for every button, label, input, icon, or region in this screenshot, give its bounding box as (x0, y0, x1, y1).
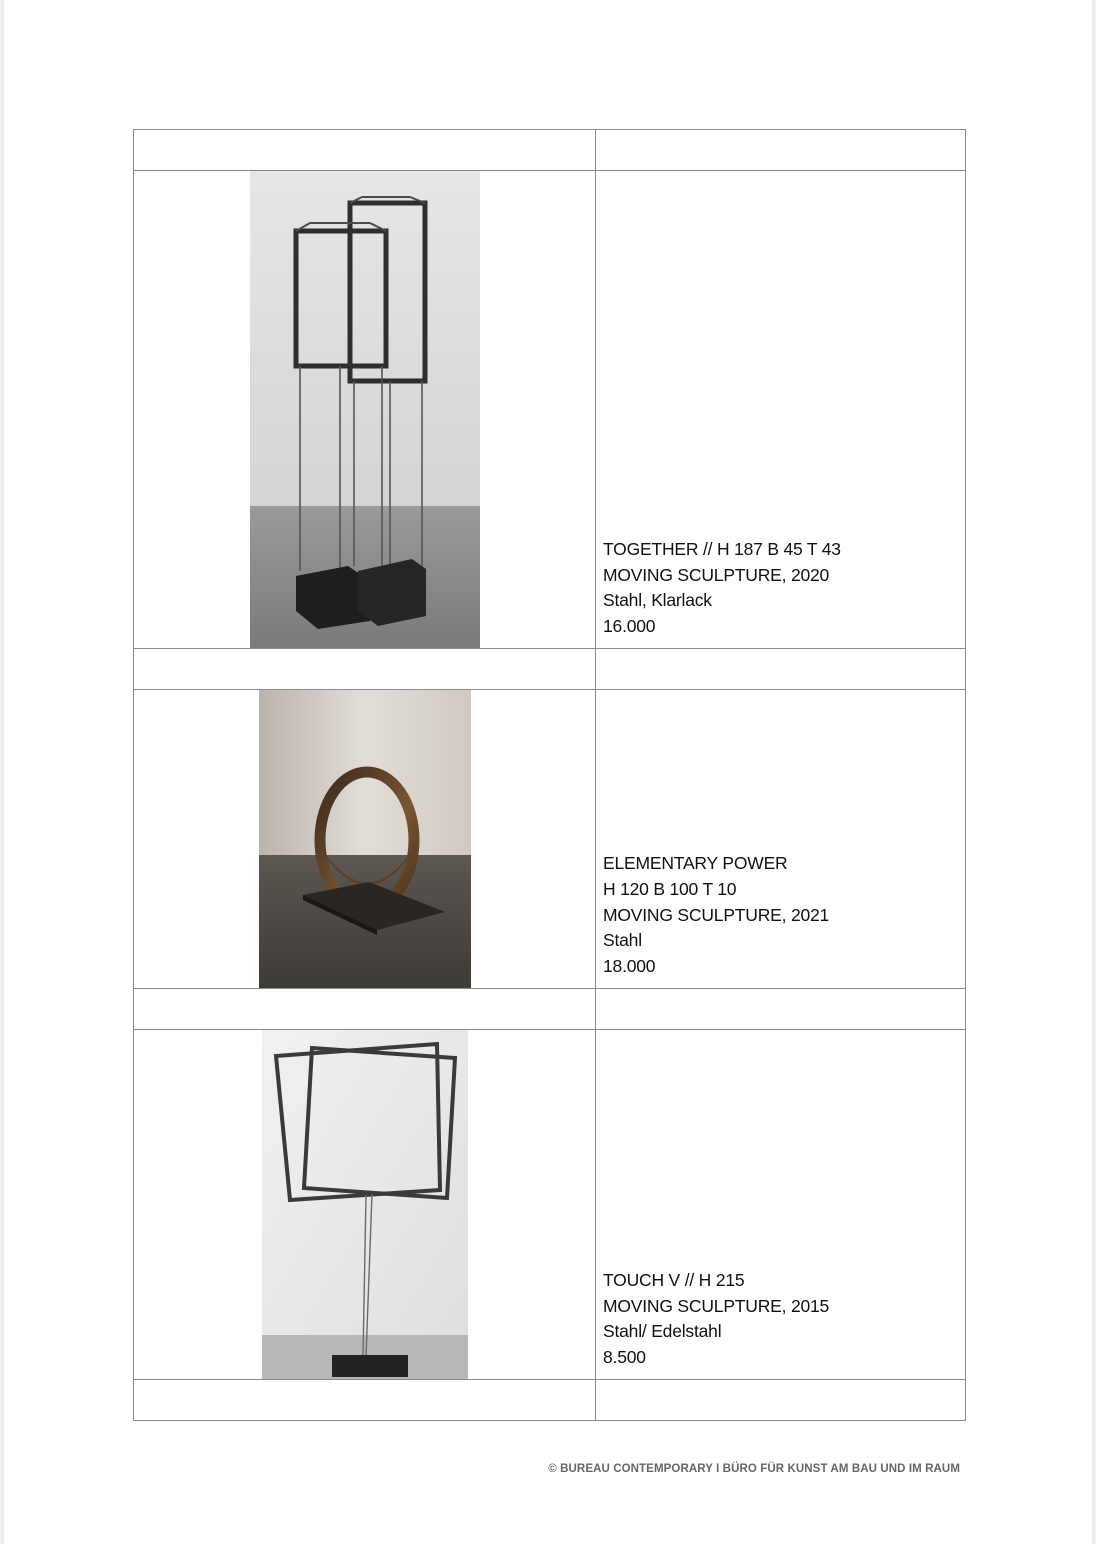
spacer-row (134, 649, 966, 690)
spacer-row (134, 1380, 966, 1421)
artwork-caption (596, 537, 965, 648)
artwork-line: MOVING SCULPTURE, 2015 (603, 1295, 830, 1316)
spacer-row (134, 989, 966, 1030)
artwork-row-touch-v (134, 1030, 966, 1380)
artwork-title: TOGETHER // H 187 B 45 T 43 (603, 538, 841, 559)
artwork-caption (596, 851, 965, 988)
document-page (4, 0, 1092, 1544)
artwork-line: MOVING SCULPTURE, 2020 (603, 564, 830, 585)
artwork-line: Stahl (603, 930, 642, 951)
artwork-row-elementary-power (134, 690, 966, 989)
artwork-line: MOVING SCULPTURE, 2021 (603, 904, 830, 925)
artwork-title: TOUCH V // H 215 (603, 1269, 745, 1290)
artwork-price: 8.500 (603, 1347, 646, 1368)
artwork-line: Stahl/ Edelstahl (603, 1321, 722, 1342)
artwork-row-together (134, 171, 966, 649)
footer-copyright: © BUREAU CONTEMPORARY I BÜRO FÜR KUNST AM BAU UND IM RAUM (548, 1463, 960, 1475)
artwork-line: H 120 B 100 T 10 (603, 878, 737, 899)
artwork-table (133, 129, 966, 1421)
spacer-row (134, 130, 966, 171)
together-sculpture-photo (250, 171, 480, 648)
artwork-price: 16.000 (603, 616, 656, 637)
elementary-power-sculpture-photo (259, 690, 471, 988)
artwork-price: 18.000 (603, 956, 656, 977)
artwork-caption (596, 1268, 965, 1379)
artwork-title: ELEMENTARY POWER (603, 853, 788, 874)
touch-v-sculpture-photo (262, 1030, 468, 1379)
artwork-line: Stahl, Klarlack (603, 590, 712, 611)
